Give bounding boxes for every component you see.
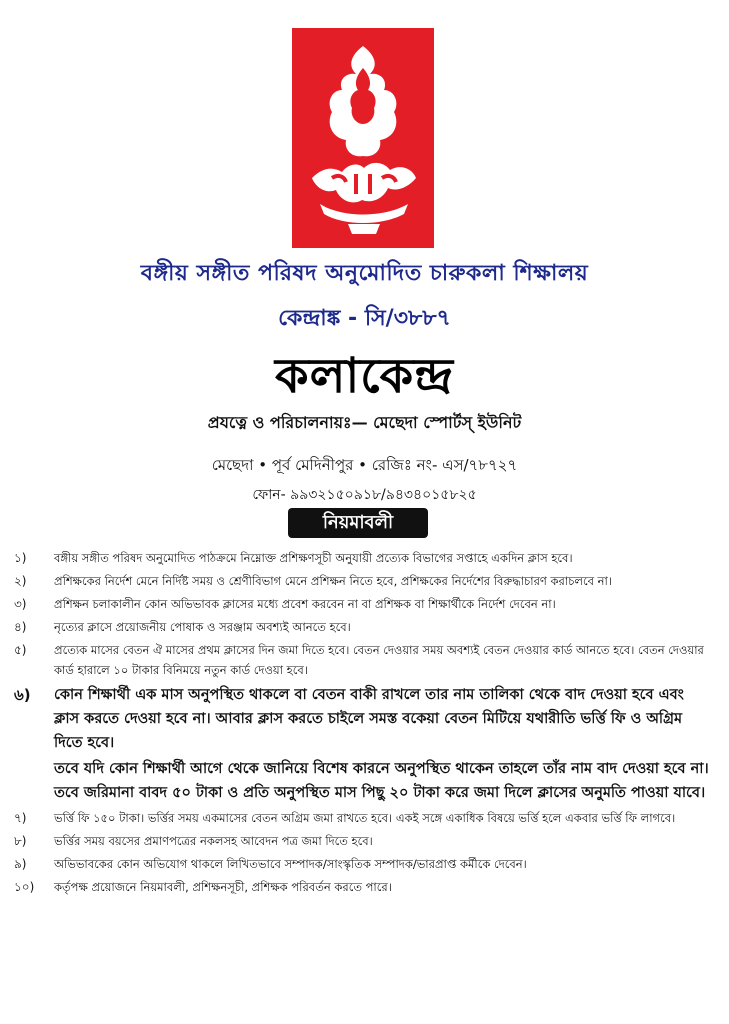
- rule-text: কোন শিক্ষার্থী এক মাস অনুপস্থিত থাকলে বা বেতন বাকী রাখলে তার নাম তালিকা থেকে বাদ দেওয়া হবে এবং ক্লাস করতে দেওয়া হবে না। আবার ক্লাস করতে চাইলে সমস্ত বকেয়া বেতন মিটিয়ে যথারীতি ভর্ত্তি ফি ও অগ্রিম দিতে হবে।: [54, 687, 684, 751]
- rule-number: ৩): [14, 597, 27, 611]
- rule-text: প্রত্যেক মাসের বেতন ঐ মাসের প্রথম ক্লাসের দিন জমা দিতে হবে। বেতন দেওয়ার সময় অবশ্যই বেতন দেওয়ার কার্ড আনতে হবে। বেতন দেওয়ার কার্ড হারালে ১০ টাকার বিনিময়ে নতুন কার্ড দেওয়া হবে।: [54, 643, 704, 677]
- rule-number: ১): [14, 551, 27, 565]
- rule-item: [14, 640, 714, 680]
- institute-logo: [292, 28, 434, 248]
- rule-item: [14, 808, 714, 828]
- rule-text: কর্তৃপক্ষ প্রয়োজনে নিয়মাবলী, প্রশিক্ষনসূচী, প্রশিক্ষক পরিবর্তন করতে পারে।: [54, 880, 392, 894]
- logo-emblem-icon: [292, 28, 434, 248]
- phone-line: ফোন- ৯৯৩২১৫০৯১৮/৯৪৩৪০১৫৮২৫: [252, 487, 477, 503]
- rule-item: [14, 683, 714, 805]
- rule-text: নৃত্যের ক্লাসে প্রয়োজনীয় পোষাক ও সরঞ্জাম অবশ্যই আনতে হবে।: [54, 620, 351, 634]
- address-line: মেছেদা • পূর্ব মেদিনীপুর • রেজিঃ নং- এস/৭৮৭২৭: [211, 456, 518, 474]
- rule-text: প্রশিক্ষন চলাকালীন কোন অভিভাবক ক্লাসের মধ্যে প্রবেশ করবেন না বা প্রশিক্ষক বা শিক্ষার্থীকে নির্দেশ দেবেন না।: [54, 597, 556, 611]
- institute-name: কলাকেন্দ্র: [275, 348, 454, 404]
- rule-item: [14, 877, 714, 897]
- organization-heading: বঙ্গীয় সঙ্গীত পরিষদ অনুমোদিত চারুকলা শিক্ষালয়: [140, 261, 589, 286]
- rule-item: [14, 617, 714, 637]
- rule-text: ভর্ত্তি ফি ১৫০ টাকা। ভর্ত্তির সময় একমাসের বেতন অগ্রিম জমা রাখতে হবে। একই সঙ্গে একাধিক বিষয়ে ভর্ত্তি হলে একবার ভর্ত্তি ফি লাগবে।: [54, 811, 676, 825]
- rule-item: [14, 854, 714, 874]
- rule-number: ৮): [14, 834, 27, 848]
- center-code: কেন্দ্রাঙ্ক - সি/৩৮৮৭: [278, 306, 451, 331]
- rule-text: বঙ্গীয় সঙ্গীত পরিষদ অনুমোদিত পাঠক্রমে নিম্নোক্ত প্রশিক্ষণসূচী অনুযায়ী প্রত্যেক বিভাগের সপ্তাহে একদিন ক্লাস হবে।: [54, 551, 573, 565]
- rule-number: ২): [14, 574, 27, 588]
- rule-text-continued: তবে যদি কোন শিক্ষার্থী আগে থেকে জানিয়ে বিশেষ কারনে অনুপস্থিত থাকেন তাহলে তাঁর নাম বাদ দেওয়া হবে না। তবে জরিমানা বাবদ ৫০ টাকা ও প্রতি অনুপস্থিত মাস পিছু ২০ টাকা করে জমা দিলে ক্লাসের অনুমতি পাওয়া যাবে।: [54, 761, 709, 801]
- rule-text: ভর্ত্তির সময় বয়সের প্রমাণপত্রের নকলসহ আবেদন পত্র জমা দিতে হবে।: [54, 834, 373, 848]
- managed-by-line: প্রযত্নে ও পরিচালনায়ঃ— মেছেদা স্পোর্টস্ ইউনিট: [207, 413, 522, 432]
- rule-item: [14, 571, 714, 591]
- rule-item: [14, 594, 714, 614]
- rule-item: [14, 831, 714, 851]
- rules-list: [14, 548, 714, 900]
- rule-text: অভিভাবকের কোন অভিযোগ থাকলে লিখিতভাবে সম্পাদক/সাংস্কৃতিক সম্পাদক/ভারপ্রাপ্ত কর্মীকে দেবেন।: [54, 857, 527, 871]
- rule-text: প্রশিক্ষকের নির্দেশ মেনে নির্দিষ্ট সময় ও শ্রেণীবিভাগ মেনে প্রশিক্ষন নিতে হবে, প্রশিক্ষকের নির্দেশের বিরুদ্ধাচারণ করাচলবে না।: [54, 574, 612, 588]
- rule-number: ৪): [14, 620, 27, 634]
- rule-number: ৭): [14, 811, 27, 825]
- rule-number: ৯): [14, 857, 27, 871]
- rule-number: ১০): [14, 880, 35, 894]
- rule-number: ৬): [14, 686, 31, 704]
- rule-text-block: [54, 683, 714, 805]
- rule-number: ৫): [14, 643, 27, 657]
- rule-item: [14, 548, 714, 568]
- rules-title: নিয়মাবলী: [288, 508, 428, 538]
